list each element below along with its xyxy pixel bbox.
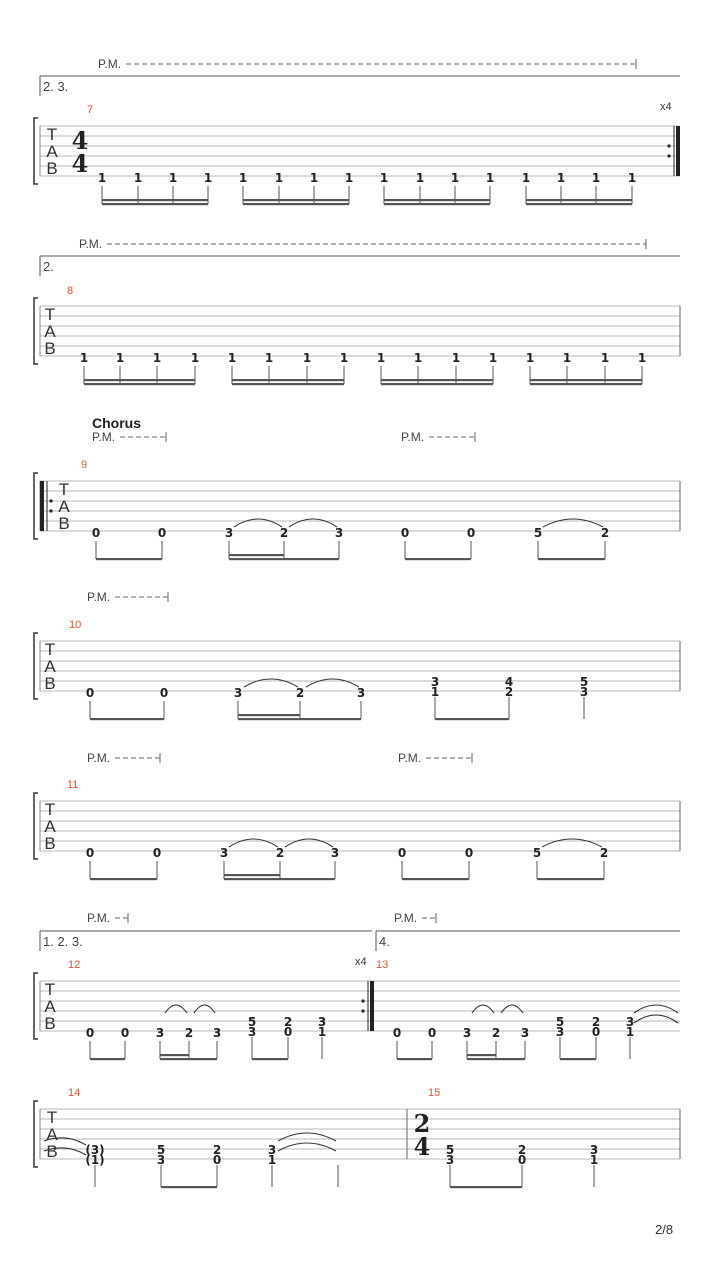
fret-number: 0 [212, 1153, 222, 1167]
beam [252, 1058, 288, 1060]
tab-clef-letter: B [58, 514, 70, 533]
fret-number: 1 [488, 351, 498, 365]
repeat-count: x4 [660, 101, 672, 113]
tab-clef-letter: A [44, 322, 56, 341]
fret-number: 1 [238, 171, 248, 185]
fret-number: (1) [85, 1153, 105, 1167]
beam [229, 554, 284, 556]
fret-number: 3 [317, 1015, 327, 1029]
measure-number: 13 [376, 959, 389, 971]
system-bracket [34, 473, 38, 539]
palm-mute-label: P.M. [98, 57, 122, 71]
fret-number: 1 [625, 1025, 635, 1039]
fret-number: 1 [415, 171, 425, 185]
fret-number: 1 [264, 351, 274, 365]
fret-number: 2 [591, 1015, 601, 1029]
fret-number: 2 [504, 685, 514, 699]
beam [161, 1186, 217, 1188]
beam [90, 878, 157, 880]
fret-number: 3 [579, 685, 589, 699]
system-bracket [34, 1101, 38, 1167]
beam [102, 199, 208, 201]
volta-label: 2. 3. [43, 79, 69, 94]
beam [160, 1054, 189, 1056]
beam [402, 878, 469, 880]
fret-number: 1 [521, 171, 531, 185]
fret-number: 5 [247, 1015, 257, 1029]
fret-number: 0 [427, 1026, 437, 1040]
fret-number: 1 [79, 351, 89, 365]
tie-arc [501, 1005, 523, 1013]
fret-number: 3 [445, 1153, 455, 1167]
fret-number: 2 [184, 1026, 194, 1040]
fret-number: 1 [600, 351, 610, 365]
fret-number: 1 [302, 351, 312, 365]
fret-number: 0 [464, 846, 474, 860]
fret-number: 5 [156, 1143, 166, 1157]
beam [560, 1058, 596, 1060]
fret-number: 1 [309, 171, 319, 185]
measure-number: 11 [67, 779, 79, 791]
beam [384, 199, 490, 201]
beam [530, 383, 642, 385]
fret-number: 3 [267, 1143, 277, 1157]
fret-number: 3 [219, 846, 229, 860]
fret-number: 1 [450, 171, 460, 185]
fret-number: 1 [339, 351, 349, 365]
measure-number: 9 [81, 459, 88, 471]
fret-number: 1 [591, 171, 601, 185]
fret-number: 3 [330, 846, 340, 860]
beam [238, 718, 361, 720]
system-bracket [34, 633, 38, 699]
tab-clef-letter: A [46, 1125, 58, 1144]
fret-number: (3) [85, 1143, 105, 1157]
fret-number: 2 [283, 1015, 293, 1029]
fret-number: 1 [637, 351, 647, 365]
beam [90, 718, 164, 720]
tab-clef-letter: T [44, 800, 56, 819]
tie-arc [634, 1015, 678, 1023]
fret-number: 3 [555, 1025, 565, 1039]
fret-number: 1 [451, 351, 461, 365]
system-bracket [34, 973, 38, 1039]
measure-number: 7 [87, 104, 94, 116]
beam [232, 379, 344, 381]
system-bracket [34, 793, 38, 859]
page-number: 2/8 [655, 1222, 674, 1237]
volta-label: 1. 2. 3. [43, 934, 83, 949]
beam [232, 383, 344, 385]
repeat-thick-bar [676, 126, 680, 176]
tie-arc [244, 679, 298, 687]
fret-number: 3 [233, 686, 243, 700]
repeat-dot [49, 499, 52, 502]
tab-clef-letter: T [44, 640, 56, 659]
fret-number: 1 [589, 1153, 599, 1167]
fret-number: 1 [115, 351, 125, 365]
fret-number: 5 [555, 1015, 565, 1029]
tab-clef-letter: A [44, 997, 56, 1016]
fret-number: 2 [600, 526, 610, 540]
palm-mute-label: P.M. [394, 911, 418, 925]
fret-number: 1 [190, 351, 200, 365]
fret-number: 2 [295, 686, 305, 700]
fret-number: 0 [157, 526, 167, 540]
tie-arc [289, 519, 337, 527]
palm-mute-label: P.M. [398, 751, 422, 765]
fret-number: 2 [517, 1143, 527, 1157]
fret-number: 1 [376, 351, 386, 365]
beam [160, 1058, 217, 1060]
fret-number: 3 [247, 1025, 257, 1039]
fret-number: 0 [152, 846, 162, 860]
fret-number: 1 [525, 351, 535, 365]
system-bracket [34, 298, 38, 364]
tie-arc [542, 839, 602, 847]
beam [238, 714, 300, 716]
fret-number: 3 [625, 1015, 635, 1029]
tie-arc [165, 1005, 187, 1013]
fret-number: 1 [556, 171, 566, 185]
fret-number: 2 [279, 526, 289, 540]
fret-number: 3 [224, 526, 234, 540]
system-bracket [34, 118, 38, 184]
beam [450, 1186, 522, 1188]
fret-number: 3 [589, 1143, 599, 1157]
time-signature-top: 4 [71, 126, 89, 155]
tab-clef-letter: A [58, 497, 70, 516]
beam [530, 379, 642, 381]
repeat-dot [667, 144, 670, 147]
fret-number: 1 [133, 171, 143, 185]
tie-arc [229, 839, 278, 847]
fret-number: 5 [533, 526, 543, 540]
tab-clef-letter: A [44, 657, 56, 676]
tab-clef-letter: B [46, 1142, 58, 1161]
measure-number: 8 [67, 285, 74, 297]
fret-number: 2 [212, 1143, 222, 1157]
fret-number: 3 [520, 1026, 530, 1040]
fret-number: 5 [445, 1143, 455, 1157]
tab-clef-letter: T [44, 980, 56, 999]
fret-number: 1 [97, 171, 107, 185]
beam [84, 379, 195, 381]
beam [384, 203, 490, 205]
repeat-dot [667, 154, 670, 157]
beam [84, 383, 195, 385]
beam [467, 1054, 496, 1056]
beam [537, 878, 604, 880]
measure-number: 14 [68, 1087, 81, 1099]
beam [381, 383, 493, 385]
fret-number: 0 [120, 1026, 130, 1040]
time-signature-top: 2 [413, 1109, 431, 1138]
palm-mute-label: P.M. [401, 430, 425, 444]
palm-mute-label: P.M. [79, 237, 103, 251]
fret-number: 5 [579, 675, 589, 689]
fret-number: 1 [379, 171, 389, 185]
fret-number: 0 [591, 1025, 601, 1039]
palm-mute-label: P.M. [87, 590, 111, 604]
tie-arc [472, 1005, 494, 1013]
fret-number: 2 [491, 1026, 501, 1040]
fret-number: 0 [400, 526, 410, 540]
fret-number: 1 [344, 171, 354, 185]
fret-number: 3 [155, 1026, 165, 1040]
fret-number: 5 [532, 846, 542, 860]
fret-number: 0 [85, 846, 95, 860]
beam [405, 558, 471, 560]
tab-clef-letter: T [46, 1108, 58, 1127]
beam [538, 558, 605, 560]
fret-number: 0 [85, 686, 95, 700]
tie-arc [278, 1143, 336, 1151]
fret-number: 3 [430, 675, 440, 689]
fret-number: 0 [466, 526, 476, 540]
tab-clef-letter: T [44, 305, 56, 324]
tab-clef-letter: T [46, 125, 58, 144]
beam [96, 558, 162, 560]
beam [229, 558, 339, 560]
fret-number: 3 [462, 1026, 472, 1040]
volta-label: 2. [43, 259, 54, 274]
beam [102, 203, 208, 205]
repeat-thick-bar [370, 981, 374, 1031]
tie-arc [194, 1005, 215, 1013]
fret-number: 0 [397, 846, 407, 860]
fret-number: 1 [203, 171, 213, 185]
tab-clef-letter: B [46, 159, 58, 178]
tie-arc [285, 839, 333, 847]
beam [224, 878, 335, 880]
measure-number: 10 [69, 619, 82, 631]
volta-label: 4. [379, 934, 390, 949]
tie-arc [278, 1133, 336, 1141]
repeat-thick-bar [40, 481, 44, 531]
measure-number: 12 [68, 959, 81, 971]
palm-mute-label: P.M. [87, 751, 111, 765]
tab-clef-letter: B [44, 1014, 56, 1033]
tie-arc [543, 519, 603, 527]
fret-number: 1 [562, 351, 572, 365]
tie-arc [306, 679, 359, 687]
fret-number: 3 [156, 1153, 166, 1167]
tab-clef-letter: A [44, 817, 56, 836]
beam [381, 379, 493, 381]
beam [526, 199, 632, 201]
fret-number: 1 [152, 351, 162, 365]
fret-number: 1 [317, 1025, 327, 1039]
fret-number: 0 [159, 686, 169, 700]
fret-number: 1 [413, 351, 423, 365]
tab-clef-letter: B [44, 674, 56, 693]
fret-number: 1 [627, 171, 637, 185]
palm-mute-label: P.M. [92, 430, 116, 444]
repeat-dot [361, 999, 364, 1002]
fret-number: 1 [485, 171, 495, 185]
fret-number: 0 [517, 1153, 527, 1167]
tie-arc [634, 1005, 678, 1013]
tab-clef-letter: B [44, 834, 56, 853]
repeat-count: x4 [355, 956, 367, 968]
fret-number: 2 [599, 846, 609, 860]
beam [397, 1058, 432, 1060]
measure-number: 15 [428, 1087, 441, 1099]
fret-number: 2 [275, 846, 285, 860]
fret-number: 3 [356, 686, 366, 700]
fret-number: 1 [267, 1153, 277, 1167]
fret-number: 0 [85, 1026, 95, 1040]
fret-number: 1 [430, 685, 440, 699]
beam [224, 874, 280, 876]
section-label: Chorus [92, 415, 141, 431]
palm-mute-label: P.M. [87, 911, 111, 925]
time-signature-bottom: 4 [413, 1132, 431, 1161]
fret-number: 0 [283, 1025, 293, 1039]
tab-clef-letter: T [58, 480, 70, 499]
tab-clef-letter: B [44, 339, 56, 358]
fret-number: 3 [212, 1026, 222, 1040]
beam [90, 1058, 125, 1060]
fret-number: 0 [392, 1026, 402, 1040]
beam [526, 203, 632, 205]
fret-number: 1 [274, 171, 284, 185]
beam [243, 203, 349, 205]
beam [435, 718, 509, 720]
tab-clef-letter: A [46, 142, 58, 161]
repeat-dot [49, 509, 52, 512]
fret-number: 3 [334, 526, 344, 540]
fret-number: 0 [91, 526, 101, 540]
beam [467, 1058, 525, 1060]
fret-number: 1 [168, 171, 178, 185]
time-signature-bottom: 4 [71, 149, 89, 178]
fret-number: 4 [504, 675, 514, 689]
tie-arc [234, 519, 282, 527]
beam [243, 199, 349, 201]
repeat-dot [361, 1009, 364, 1012]
fret-number: 1 [227, 351, 237, 365]
